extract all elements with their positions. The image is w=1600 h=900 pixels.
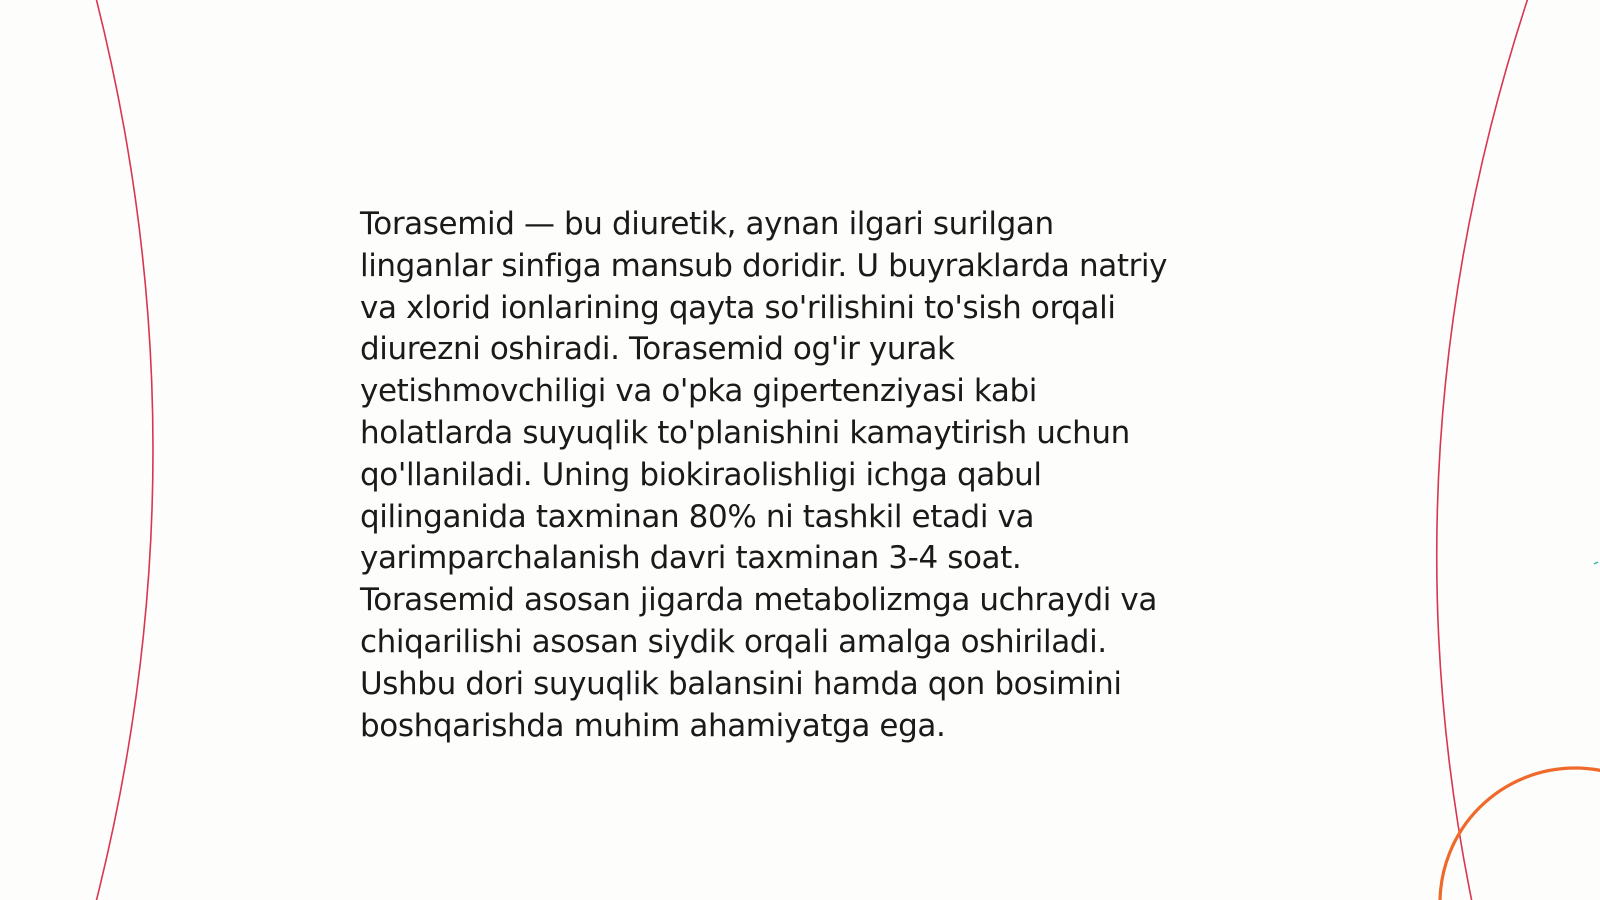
left-curve-line	[96, 0, 153, 900]
body-paragraph: Torasemid — bu diuretik, aynan ilgari surilgan linganlar sinfiga mansub doridir. U buyraklarda natriy va xlorid ionlarining qayta so'rilishini to'sish orqali diurezni oshiradi. Torasemid og'ir yurak yetishmovchiligi va o'pka gipertenziyasi kabi holatlarda suyuqlik to'planishini kamaytirish uchun qo'llaniladi. Uning biokiraolishligi ichga qabul qilinganida taxminan 80% ni tashkil etadi va yarimparchalanish davri taxminan 3-4 soat. Torasemid asosan jigarda metabolizmga uchraydi va chiqarilishi asosan siydik orqali amalga oshiriladi. Ushbu dori suyuqlik balansini hamda qon bosimini boshqarishda muhim ahamiyatga ega.	[360, 206, 1168, 744]
teal-accent-mark	[1594, 562, 1598, 564]
right-curve-line	[1437, 0, 1528, 900]
orange-arc	[1440, 768, 1600, 900]
